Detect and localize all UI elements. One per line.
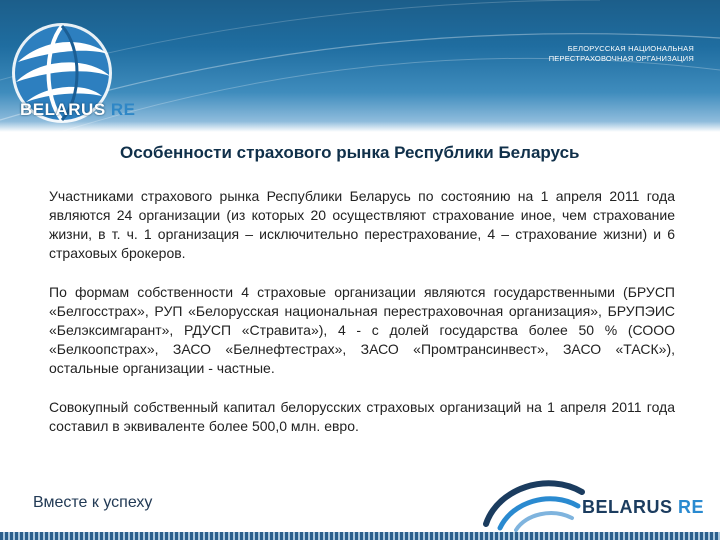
slide-title: Особенности страхового рынка Республики Беларусь <box>120 143 580 162</box>
header-logo-text <box>20 100 136 120</box>
organization-name <box>394 44 694 64</box>
footer-slogan: Вместе к успеху <box>33 494 153 511</box>
footer-brand-belarus: BELARUS <box>582 497 673 517</box>
header-banner <box>0 0 720 132</box>
organization-name-line2: ПЕРЕСТРАХОВОЧНАЯ ОРГАНИЗАЦИЯ <box>548 54 694 63</box>
bottom-decorative-band <box>0 532 720 540</box>
paragraph-capital: Совокупный собственный капитал белорусских страховых организаций на 1 апреля 2011 года составил в эквиваленте более 500,0 млн. евро. <box>49 399 675 434</box>
footer-globe-icon <box>478 470 588 532</box>
logo-belarus: BELARUS <box>20 100 106 119</box>
content-body <box>49 187 675 456</box>
organization-name-line1: БЕЛОРУССКАЯ НАЦИОНАЛЬНАЯ <box>567 44 694 53</box>
paragraph-participants: Участниками страхового рынка Республики Беларусь по состоянию на 1 апреля 2011 года являются 24 организации (из которых 20 осуществляют страхование иное, чем страхование жизни, в т. ч. 1 организация – исключительно перестрахование, 4 – страхование жизни) и 6 страховых брокеров. <box>49 188 675 261</box>
footer-brand-re: RE <box>678 497 705 517</box>
footer-brand <box>582 497 704 518</box>
paragraph-ownership: По формам собственности 4 страховые организации являются государственными (БРУСП «Белгосстрах», РУП «Белорусская национальная перестраховочная организация», БРУПЭИС «Белэксимгарант», РДУСП «Стравита»), 4 - с долей государства более 50 % (СООО «Белкоопстрах», ЗАСО «Белнефтестрах», ЗАСО «Промтрансинвест», ЗАСО «ТАСК»), остальные организации - частные. <box>49 284 675 376</box>
logo-re: RE <box>110 100 136 119</box>
